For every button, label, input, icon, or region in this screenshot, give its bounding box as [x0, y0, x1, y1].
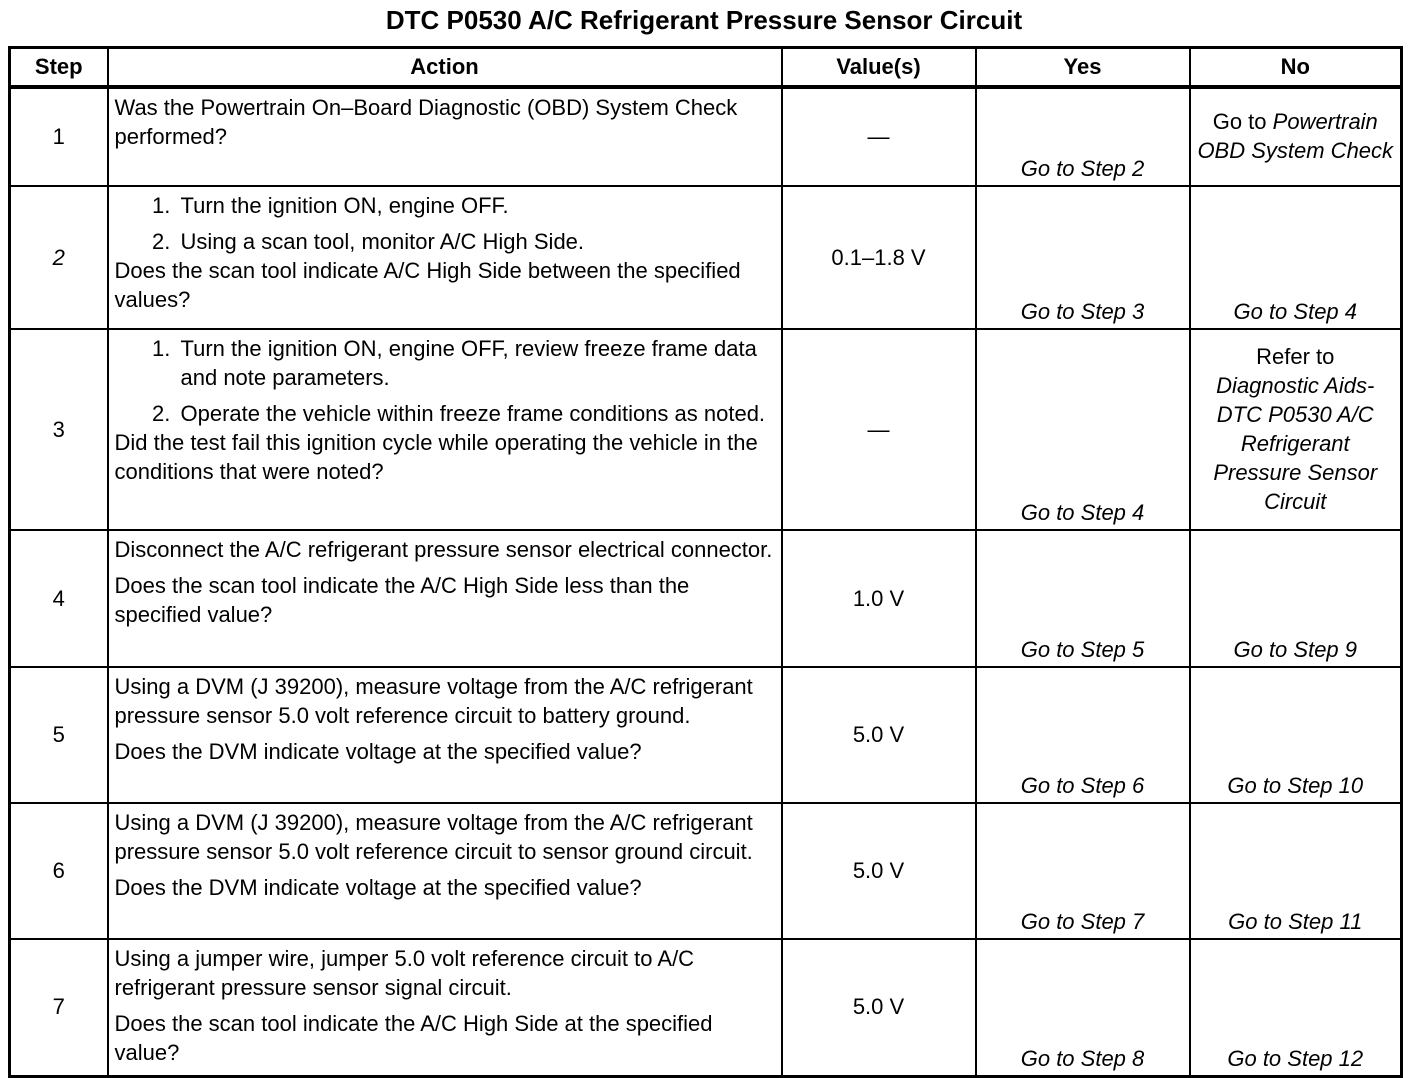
action-question: Does the scan tool indicate the A/C High Side less than the specified value?: [114, 573, 690, 627]
action-question: Does the scan tool indicate A/C High Side between the specified values?: [114, 258, 741, 312]
no-cell: Go to Step 12: [1190, 939, 1402, 1076]
action-step-item: 2. Operate the vehicle within freeze frame conditions as noted.: [177, 399, 775, 428]
table-row-step-6: [10, 803, 1402, 939]
action-cell: [108, 803, 782, 939]
header-action: Action: [108, 48, 782, 88]
yes-cell: Go to Step 5: [976, 530, 1190, 667]
action-question: Does the DVM indicate voltage at the specified value?: [114, 875, 642, 900]
yes-cell: Go to Step 2: [976, 87, 1190, 186]
value-cell: 5.0 V: [782, 667, 976, 803]
no-cell: Go to Step 9: [1190, 530, 1402, 667]
step-number: 1: [10, 87, 108, 186]
header-step: Step: [10, 48, 108, 88]
step-number: 2: [10, 186, 108, 329]
yes-cell: Go to Step 6: [976, 667, 1190, 803]
header-row: [10, 48, 1402, 88]
action-question: Does the DVM indicate voltage at the specified value?: [114, 739, 642, 764]
step-number: 4: [10, 530, 108, 667]
action-cell: [108, 186, 782, 329]
header-values: Value(s): [782, 48, 976, 88]
action-cell: [108, 329, 782, 530]
value-cell: 5.0 V: [782, 939, 976, 1076]
action-text: Was the Powertrain On–Board Diagnostic (OBD) System Check performed?: [114, 95, 738, 149]
yes-cell: Go to Step 3: [976, 186, 1190, 329]
value-cell: 1.0 V: [782, 530, 976, 667]
action-text: Disconnect the A/C refrigerant pressure sensor electrical connector.: [114, 537, 773, 562]
no-prefix: Refer to: [1256, 343, 1335, 369]
step-number: 7: [10, 939, 108, 1076]
action-steps-list: [115, 191, 775, 256]
yes-cell: Go to Step 7: [976, 803, 1190, 939]
action-text: Using a jumper wire, jumper 5.0 volt reference circuit to A/C refrigerant pressure sensor signal circuit.: [114, 946, 695, 1000]
step-number: 5: [10, 667, 108, 803]
yes-cell: Go to Step 8: [976, 939, 1190, 1076]
value-cell: 5.0 V: [782, 803, 976, 939]
header-yes: Yes: [976, 48, 1190, 88]
document-title: DTC P0530 A/C Refrigerant Pressure Sensor Circuit: [385, 5, 1023, 35]
value-cell: 0.1–1.8 V: [782, 186, 976, 329]
no-prefix: Go to: [1212, 109, 1267, 134]
table-row-step-1: [10, 87, 1402, 186]
value-cell: —: [782, 87, 976, 186]
no-cell: [1190, 87, 1402, 186]
table-row-step-5: [10, 667, 1402, 803]
action-question: Does the scan tool indicate the A/C High Side at the specified value?: [114, 1011, 713, 1065]
table-row-step-7: [10, 939, 1402, 1076]
action-cell: [108, 87, 782, 186]
action-cell: [108, 530, 782, 667]
action-steps-list: [115, 334, 775, 428]
action-cell: [108, 667, 782, 803]
no-reference: Powertrain OBD System Check: [1197, 109, 1394, 163]
action-cell: [108, 939, 782, 1076]
header-no: No: [1190, 48, 1402, 88]
no-reference: Diagnostic Aids-DTC P0530 A/C Refrigerant Pressure Sensor Circuit: [1213, 372, 1378, 514]
action-step-item: 2. Using a scan tool, monitor A/C High Side.: [177, 227, 775, 256]
action-text: Using a DVM (J 39200), measure voltage from the A/C refrigerant pressure sensor 5.0 volt reference circuit to sensor ground circuit.: [114, 810, 753, 864]
no-cell: Go to Step 10: [1190, 667, 1402, 803]
yes-cell: Go to Step 4: [976, 329, 1190, 530]
diagnostic-table: [8, 46, 1403, 1078]
step-number: 6: [10, 803, 108, 939]
table-row-step-3: [10, 329, 1402, 530]
step-number: 3: [10, 329, 108, 530]
action-step-item: 1. Turn the ignition ON, engine OFF, review freeze frame data and note parameters.: [177, 334, 775, 392]
table-row-step-2: [10, 186, 1402, 329]
table-row-step-4: [10, 530, 1402, 667]
action-text: Using a DVM (J 39200), measure voltage from the A/C refrigerant pressure sensor 5.0 volt reference circuit to battery ground.: [114, 674, 753, 728]
no-cell: [1190, 329, 1402, 530]
action-step-item: 1. Turn the ignition ON, engine OFF.: [177, 191, 775, 220]
value-cell: —: [782, 329, 976, 530]
no-cell: Go to Step 11: [1190, 803, 1402, 939]
no-cell: Go to Step 4: [1190, 186, 1402, 329]
action-question: Did the test fail this ignition cycle while operating the vehicle in the conditions that were noted?: [114, 430, 758, 484]
